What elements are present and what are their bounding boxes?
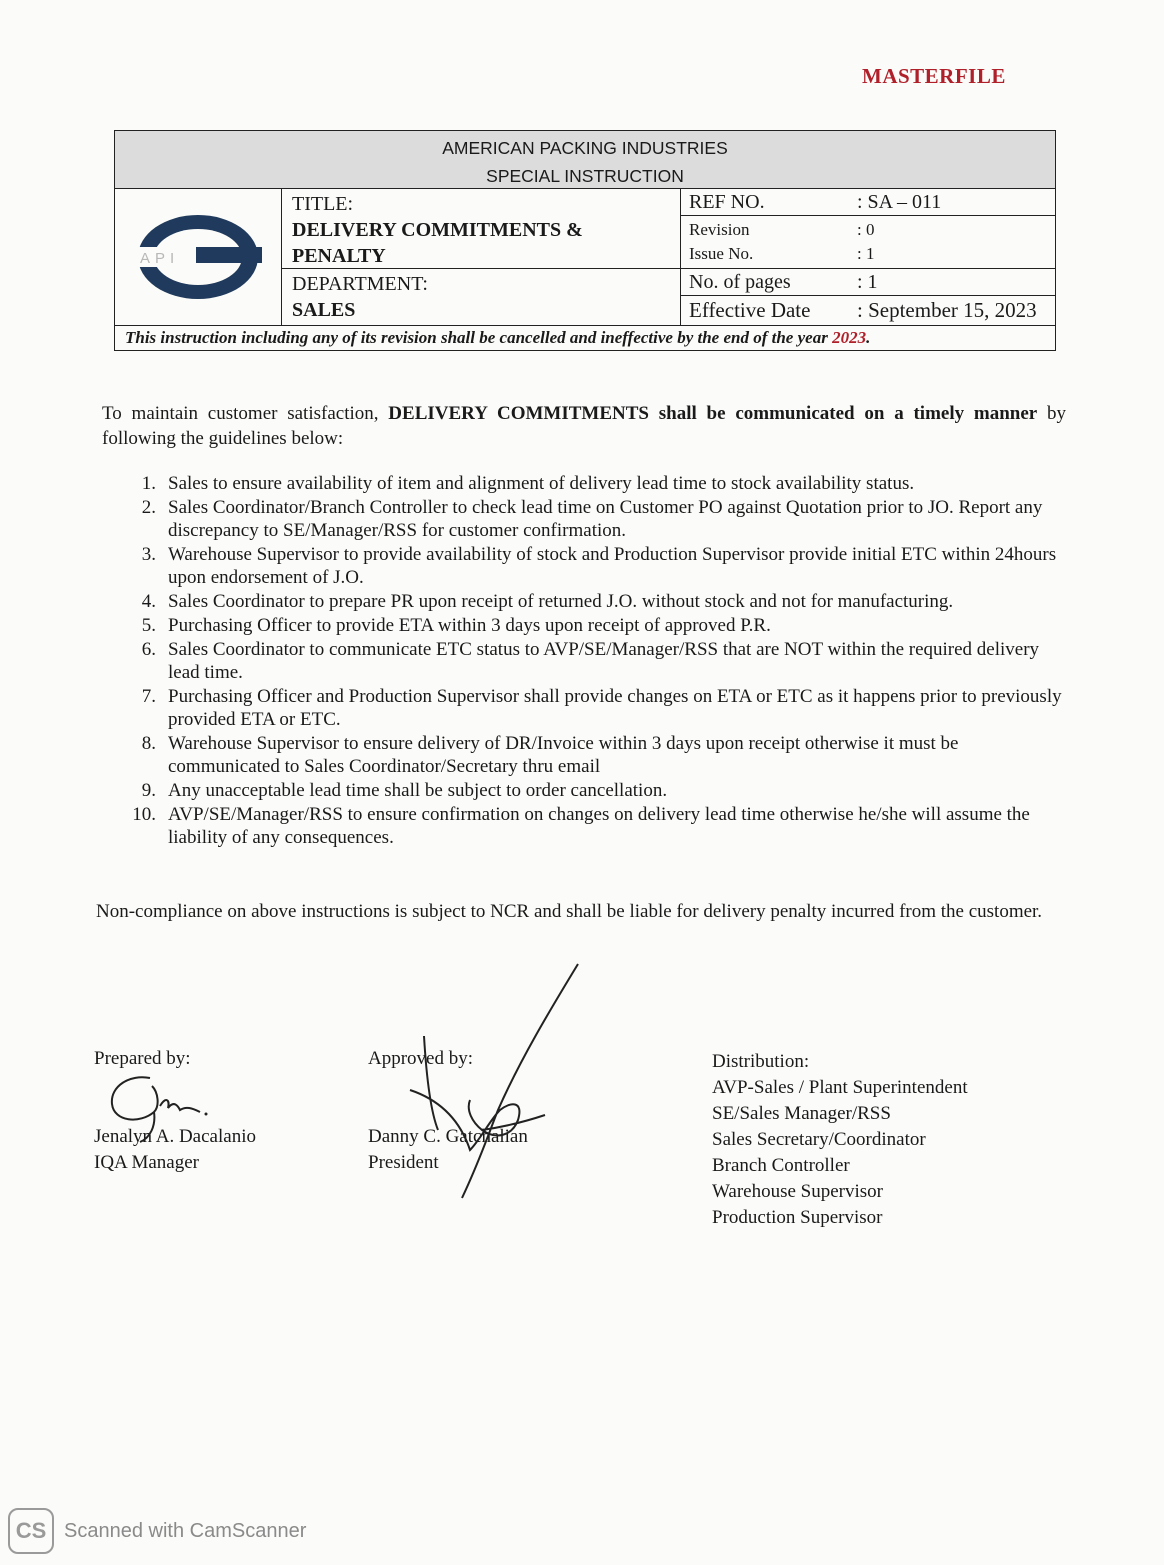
masterfile-label: MASTERFILE — [862, 64, 1006, 88]
document-type: SPECIAL INSTRUCTION — [486, 166, 684, 186]
prepared-by-position: IQA Manager — [94, 1152, 199, 1173]
ref-no-value: : SA – 011 — [857, 190, 942, 213]
list-item — [120, 732, 1066, 778]
issue-value: : 1 — [857, 244, 875, 263]
cancellation-note-end: . — [866, 328, 871, 347]
api-logo-icon — [134, 209, 262, 305]
list-item-number: 1. — [141, 473, 156, 494]
distribution-block — [712, 1049, 1032, 1231]
list-item-text: Purchasing Officer to provide ETA within 3 days upon receipt of approved P.R. — [168, 615, 771, 636]
prepared-by-block — [94, 1046, 314, 1176]
camscanner-logo-icon: CS — [8, 1508, 54, 1554]
revision-value: : 0 — [857, 220, 875, 239]
approved-by-position: President — [368, 1152, 439, 1173]
list-item — [120, 803, 1066, 849]
reference-cell — [681, 189, 1055, 325]
list-item-text: Any unacceptable lead time shall be subject to order cancellation. — [168, 780, 668, 801]
prepared-by-name: Jenalyn A. Dacalanio — [94, 1126, 256, 1147]
list-item — [120, 638, 1066, 684]
intro-text-end: by following the guidelines below: — [102, 403, 1067, 449]
title-value-line1: DELIVERY COMMITMENTS & — [292, 219, 583, 241]
list-item — [120, 543, 1066, 589]
list-item-number: 9. — [141, 780, 156, 801]
list-item-number: 2. — [141, 497, 156, 518]
intro-paragraph — [102, 401, 1066, 451]
document-header-table — [114, 130, 1056, 351]
ref-no-row — [681, 189, 1055, 216]
list-item-text: Purchasing Officer and Production Supervisor shall provide changes on ETA or ETC as it happens prior to previously provided ETA or ETC. — [168, 686, 1062, 730]
svg-text:API: API — [140, 250, 180, 267]
approved-by-block — [368, 1046, 608, 1176]
distribution-item: Sales Secretary/Coordinator — [712, 1129, 926, 1150]
list-item-text: Sales Coordinator/Branch Controller to check lead time on Customer PO against Quotation prior to JO. Report any discrepancy to SE/Manager/RSS for customer confirmation. — [168, 497, 1043, 541]
distribution-item: Branch Controller — [712, 1155, 850, 1176]
list-item-text: Warehouse Supervisor to ensure delivery of DR/Invoice within 3 days upon receipt otherwise it must be communicated to Sales Coordinator/Secretary thru email — [168, 733, 959, 777]
intro-text-bold: DELIVERY COMMITMENTS shall be communicated on a timely manner — [388, 403, 1038, 424]
list-item-number: 5. — [141, 615, 156, 636]
effective-date-value: : September 15, 2023 — [857, 298, 1037, 322]
ref-no-label: REF NO. — [689, 190, 765, 213]
list-item-text: AVP/SE/Manager/RSS to ensure confirmation on changes on delivery lead time otherwise he/she will assume the liability of any consequences. — [168, 804, 1030, 848]
list-item-text: Sales to ensure availability of item and alignment of delivery lead time to stock availability status. — [168, 473, 915, 494]
camscanner-watermark — [8, 1508, 306, 1554]
logo-cell — [115, 189, 282, 325]
list-item — [120, 779, 1066, 802]
effective-date-label: Effective Date — [689, 298, 811, 322]
pages-row — [681, 269, 1055, 296]
approved-by-name: Danny C. Gatchalian — [368, 1126, 528, 1147]
title-cell — [282, 189, 681, 325]
department-label: DEPARTMENT: — [292, 273, 428, 295]
list-item-text: Warehouse Supervisor to provide availability of stock and Production Supervisor provide initial ETC within 24hours upon endorsement of J.O. — [168, 544, 1057, 588]
department-value: SALES — [292, 299, 356, 321]
effective-date-row — [681, 296, 1055, 325]
list-item-number: 3. — [141, 544, 156, 565]
pages-label: No. of pages — [689, 270, 791, 293]
title-block — [282, 189, 680, 269]
distribution-label: Distribution: — [712, 1051, 810, 1072]
company-name: AMERICAN PACKING INDUSTRIES — [442, 138, 728, 158]
issue-label: Issue No. — [689, 244, 754, 263]
list-item-text: Sales Coordinator to communicate ETC status to AVP/SE/Manager/RSS that are NOT within the required delivery lead time. — [168, 639, 1040, 683]
list-item-number: 4. — [141, 591, 156, 612]
intro-text-start: To maintain customer satisfaction, — [102, 403, 379, 424]
cancellation-note-year: 2023 — [832, 328, 867, 347]
header-band — [115, 131, 1055, 189]
title-value-line2: PENALTY — [292, 245, 386, 267]
cancellation-note — [115, 326, 1055, 350]
noncompliance-paragraph: Non-compliance on above instructions is subject to NCR and shall be liable for delivery penalty incurred from the customer. — [96, 901, 1043, 922]
list-item — [120, 614, 1066, 637]
distribution-item: AVP-Sales / Plant Superintendent — [712, 1077, 968, 1098]
list-item-text: Sales Coordinator to prepare PR upon receipt of returned J.O. without stock and not for manufacturing. — [168, 591, 954, 612]
list-item — [120, 685, 1066, 731]
list-item — [120, 590, 1066, 613]
list-item — [120, 472, 1066, 495]
approved-by-label: Approved by: — [368, 1048, 474, 1069]
distribution-item: Warehouse Supervisor — [712, 1181, 884, 1202]
camscanner-text: Scanned with CamScanner — [64, 1519, 307, 1542]
list-item-number: 10. — [132, 804, 156, 825]
list-item-number: 8. — [141, 733, 156, 754]
revision-label: Revision — [689, 220, 750, 239]
list-item-number: 6. — [141, 639, 156, 660]
guidelines-list — [120, 472, 1066, 850]
distribution-item: Production Supervisor — [712, 1207, 883, 1228]
distribution-item: SE/Sales Manager/RSS — [712, 1103, 891, 1124]
title-label: TITLE: — [292, 193, 354, 215]
list-item-number: 7. — [141, 686, 156, 707]
header-details — [115, 189, 1055, 326]
department-block — [282, 269, 680, 325]
prepared-by-label: Prepared by: — [94, 1048, 191, 1069]
cancellation-note-text: This instruction including any of its revision shall be cancelled and ineffective by the end of the year — [125, 328, 828, 347]
pages-value: : 1 — [857, 270, 878, 293]
revision-issue-row — [681, 216, 1055, 269]
list-item — [120, 496, 1066, 542]
